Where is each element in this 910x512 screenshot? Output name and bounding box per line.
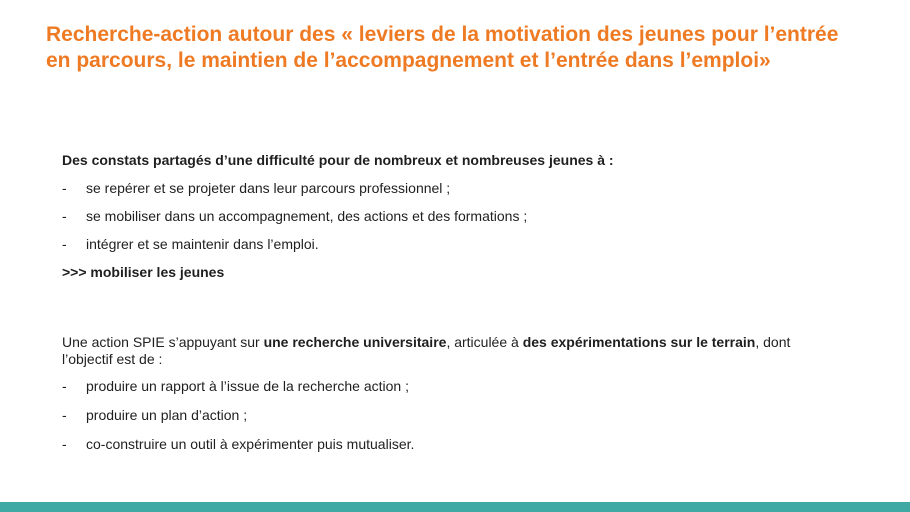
action-lead-bold1: une recherche universitaire: [263, 334, 447, 350]
action-section: [62, 334, 842, 465]
findings-conclusion: >>> mobiliser les jeunes: [62, 264, 225, 280]
list-item-text: produire un rapport à l’issue de la recherche action ;: [86, 378, 409, 394]
bullet-dash: -: [62, 436, 67, 452]
action-lead-part2: , articulée à: [446, 334, 523, 350]
slide-title: Recherche-action autour des « leviers de la motivation des jeunes pour l’entrée en parcours, le maintien de l’accompagnement et l’entrée dans l’emploi»: [46, 23, 839, 72]
list-item: [62, 180, 842, 197]
bullet-dash: -: [62, 208, 67, 224]
list-item-text: produire un plan d’action ;: [86, 407, 248, 423]
bullet-dash: -: [62, 236, 67, 252]
bullet-dash: -: [62, 180, 67, 196]
list-item: [62, 436, 842, 453]
findings-lead-text: Des constats partagés d’une difficulté pour de nombreux et nombreuses jeunes à :: [62, 152, 614, 168]
findings-lead: [62, 152, 842, 169]
list-item: [62, 378, 842, 395]
list-item-text: se mobiliser dans un accompagnement, des actions et des formations ;: [86, 208, 528, 224]
findings-section: [62, 152, 842, 281]
list-item-text: co-construire un outil à expérimenter puis mutualiser.: [86, 436, 415, 452]
footer-bar: [0, 502, 910, 512]
list-item-text: se repérer et se projeter dans leur parcours professionnel ;: [86, 180, 451, 196]
list-item: [62, 208, 842, 225]
bullet-dash: -: [62, 378, 67, 394]
list-item: [62, 236, 842, 253]
list-item: [62, 407, 842, 424]
list-item-text: intégrer et se maintenir dans l’emploi.: [86, 236, 319, 252]
action-lead-bold2: des expérimentations sur le terrain: [522, 334, 756, 350]
bullet-dash: -: [62, 407, 67, 423]
action-lead: [62, 334, 842, 368]
action-lead-part3: , dont l’objectif est de :: [62, 334, 791, 367]
action-lead-part1: Une action SPIE s’appuyant sur: [62, 334, 264, 350]
